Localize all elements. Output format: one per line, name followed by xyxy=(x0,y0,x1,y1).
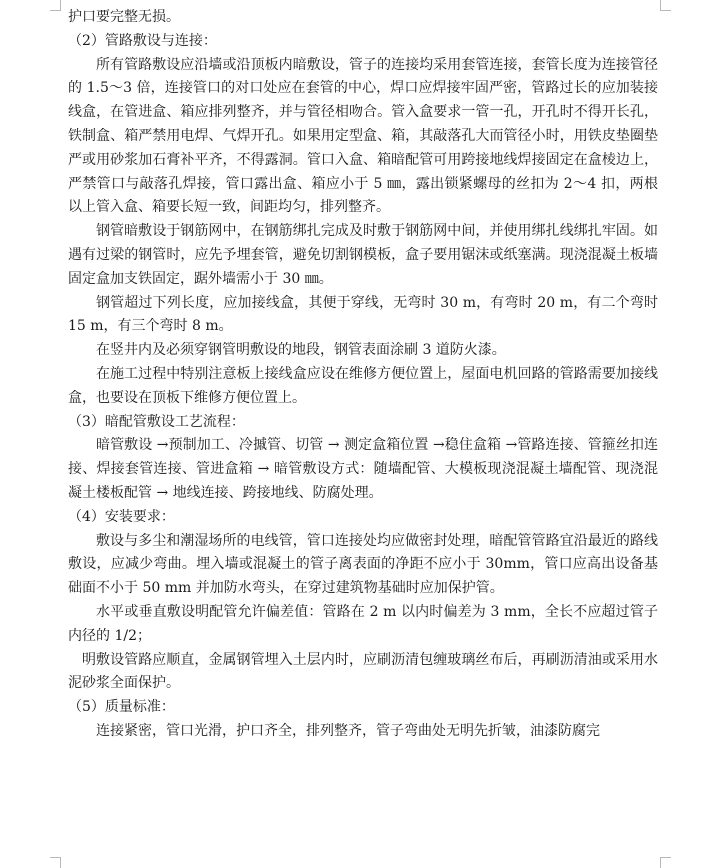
section-heading: （5）质量标准： xyxy=(68,699,175,716)
section-heading: （2）管路敷设与连接： xyxy=(68,32,217,49)
document-body xyxy=(68,6,658,744)
paragraph: 在施工过程中特别注意板上接线盒应设在维修方便位置上，屋面电机回路的管路需要加接线盒，也要设在顶板下维修方便位置上。 xyxy=(68,365,658,406)
margin-corner-mark xyxy=(50,857,61,868)
margin-corner-mark xyxy=(660,857,671,868)
paragraph: 在竖井内及必须穿钢管明敷设的地段，钢管表面涂刷 3 道防火漆。 xyxy=(96,342,506,359)
paragraph: 明敷设管路应顺直，金属钢管埋入土层内时，应刷沥清包缠玻璃丝布后，再刷沥清油或采用水泥砂浆全面保护。 xyxy=(68,651,658,692)
paragraph: 水平或垂直敷设明配管允许偏差值：管路在 2 m 以内时偏差为 3 mm，全长不应超过管子内径的 1/2； xyxy=(68,603,658,644)
paragraph: 敷设与多尘和潮湿场所的电线管，管口连接处均应做密封处理，暗配管管路宜沿最近的路线敷设，应减少弯曲。埋入墙或混凝土的管子离表面的净距不应小于 30mm，管口应高出设备基础面不小于 50 mm 并加防水弯头，在穿过建筑物基础时应加保护管。 xyxy=(68,532,658,597)
paragraph: 钢管超过下列长度，应加接线盒，其便于穿线，无弯时 30 m，有弯时 20 m，有二个弯时 15 m，有三个弯时 8 m。 xyxy=(68,294,658,335)
margin-corner-mark xyxy=(660,0,671,11)
section-heading: （3）暗配管敷设工艺流程： xyxy=(68,413,245,430)
paragraph: 连接紧密，管口光滑，护口齐全，排列整齐，管子弯曲处无明先折皱，油漆防腐完 xyxy=(96,722,600,739)
section-heading: （4）安装要求： xyxy=(68,508,175,525)
paragraph: 暗管敷设 →预制加工、冷摵管、切管 → 测定盒箱位置 →稳住盒箱 →管路连接、管箍丝扣连接、焊接套管连接、管进盒箱 → 暗管敷设方式：随墙配管、大模板现浇混凝土墙配管、现浇混凝土楼板配管 → 地线连接、跨接地线、防腐处理。 xyxy=(68,437,658,501)
paragraph: 钢管暗敷设于钢筋网中，在钢筋绑扎完成及时敷于钢筋网中间，并使用绑扎线绑扎牢固。如遇有过梁的钢管时，应先予埋套管，避免切割钢模板，盒子要用锯沫或纸塞满。现浇混凝土板墙固定盒加支铁固定，踞外墙需小于 30 ㎜。 xyxy=(68,223,658,287)
paragraph: 所有管路敷设应沿墙或沿顶板内暗敷设，管子的连接均采用套管连接，套管长度为连接管径的 1.5～3 倍，连接管口的对口处应在套管的中心，焊口应焊接牢固严密，管路过长的应加装接线盒，在管进盒、箱应排列整齐，并与管径相吻合。管入盒要求一管一孔，开孔时不得开长孔，铁制盒、箱严禁用电焊、气焊开孔。如果用定型盒、箱，其敲落孔大而管径小时，用铁皮垫圈垫严或用砂浆加石膏补平齐，不得露洞。管口入盒、箱暗配管可用跨接地线焊接固定在盒棱边上，严禁管口与敲落孔焊接，管口露出盒、箱应小于 5 ㎜，露出锁紧螺母的丝扣为 2～4 扣，两根以上管入盒、箱要长短一致，间距均匀，排列整齐。 xyxy=(68,56,658,216)
margin-corner-mark xyxy=(50,0,61,11)
paragraph: 护口要完整无损。 xyxy=(68,9,180,25)
